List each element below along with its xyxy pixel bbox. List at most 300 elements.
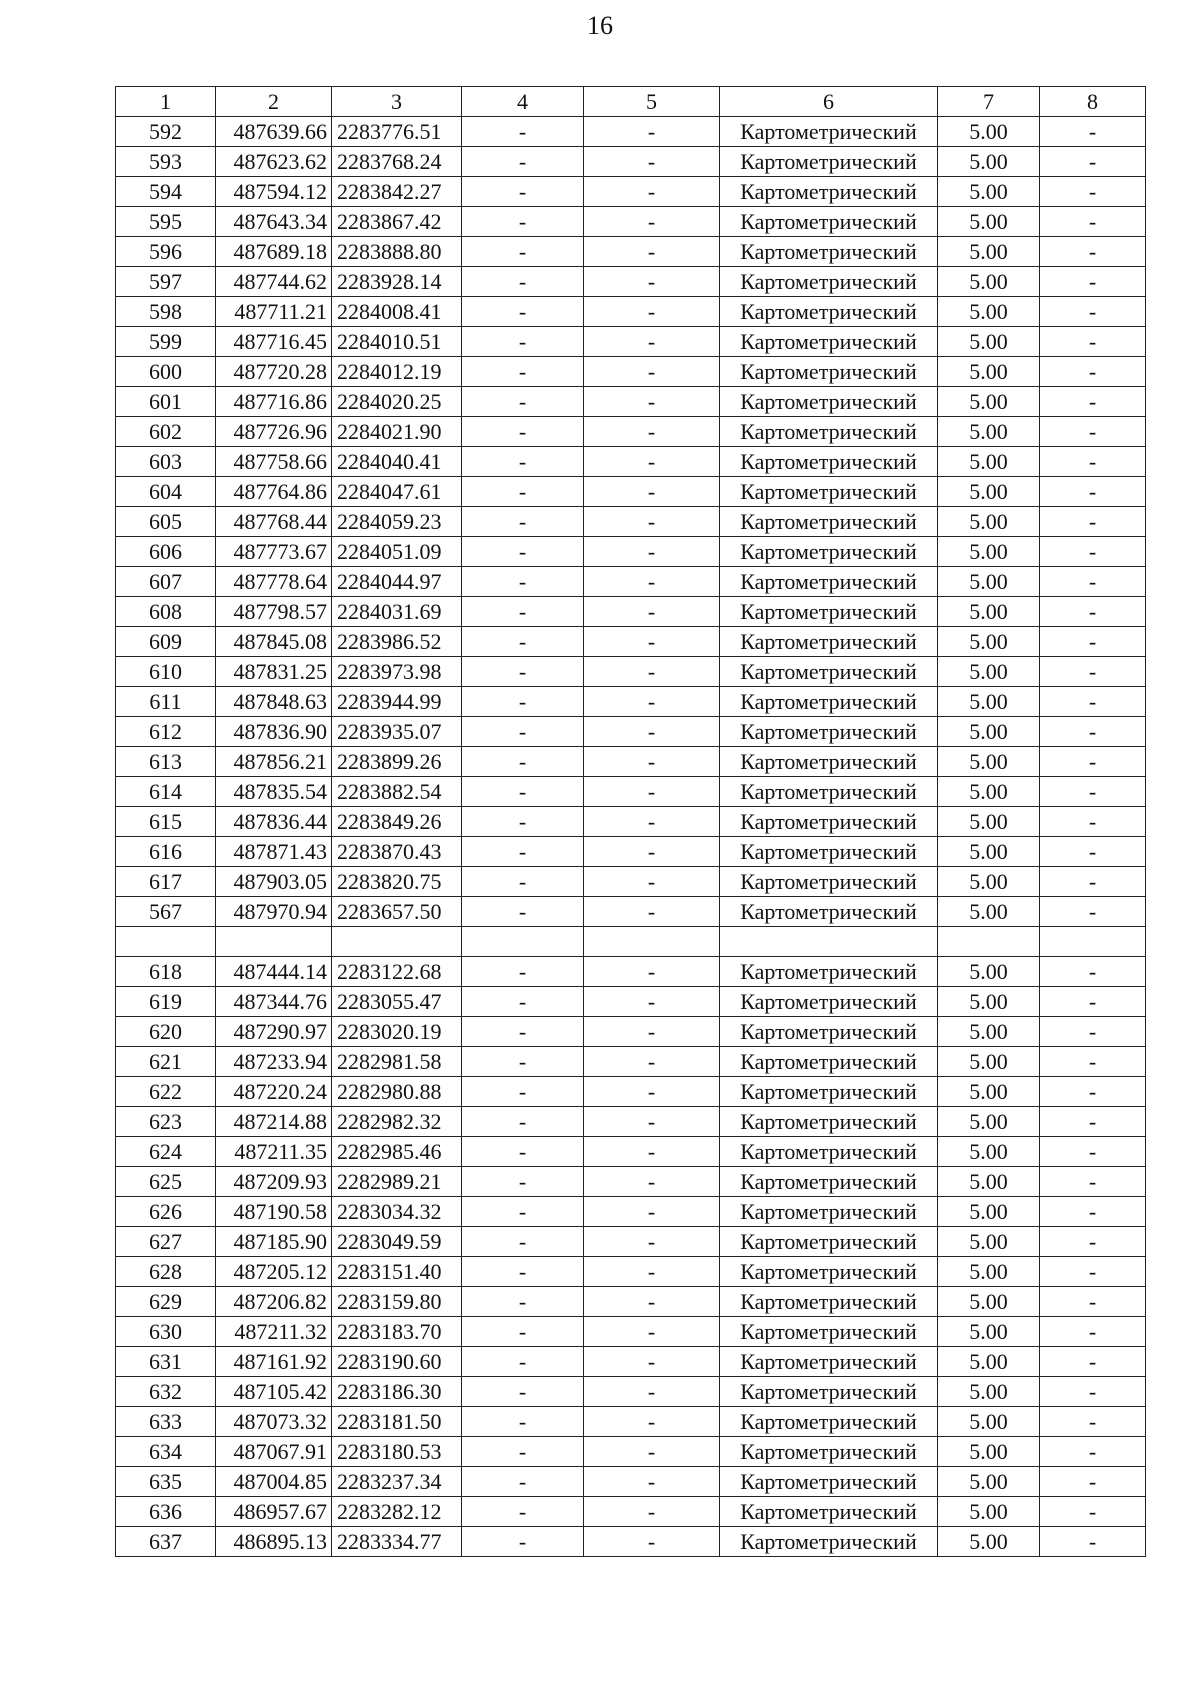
table-row (116, 357, 1146, 387)
col-8-cell: - (1040, 1167, 1146, 1197)
point-number-cell: 634 (116, 1437, 216, 1467)
coord-x-cell: 487768.44 (216, 507, 332, 537)
col-8-cell: - (1040, 1377, 1146, 1407)
method-cell: Картометрический (720, 1257, 938, 1287)
col-4-cell: - (462, 177, 584, 207)
col-4-cell: - (462, 657, 584, 687)
coord-x-cell: 487233.94 (216, 1047, 332, 1077)
col-8-cell: - (1040, 297, 1146, 327)
col-5-cell: - (584, 1347, 720, 1377)
col-5-cell: - (584, 417, 720, 447)
point-number-cell: 567 (116, 897, 216, 927)
col-4-cell: - (462, 537, 584, 567)
col-4-cell: - (462, 1377, 584, 1407)
coord-x-cell: 487214.88 (216, 1107, 332, 1137)
accuracy-cell: 5.00 (938, 417, 1040, 447)
accuracy-cell: 5.00 (938, 1047, 1040, 1077)
col-4-cell: - (462, 987, 584, 1017)
point-number-cell: 595 (116, 207, 216, 237)
method-cell: Картометрический (720, 1017, 938, 1047)
col-8-cell: - (1040, 987, 1146, 1017)
column-header-1: 1 (116, 87, 216, 117)
page-number: 16 (587, 11, 613, 40)
col-8-cell: - (1040, 1467, 1146, 1497)
method-cell: Картометрический (720, 387, 938, 417)
col-4-cell: - (462, 1167, 584, 1197)
coord-x-cell: 487220.24 (216, 1077, 332, 1107)
coord-y-cell: 2284010.51 (332, 327, 462, 357)
coord-x-cell: 487639.66 (216, 117, 332, 147)
coord-y-cell: 2284051.09 (332, 537, 462, 567)
method-cell: Картометрический (720, 1347, 938, 1377)
table-row (116, 1077, 1146, 1107)
coord-x-cell: 487836.44 (216, 807, 332, 837)
coord-y-cell (332, 927, 462, 957)
method-cell: Картометрический (720, 1437, 938, 1467)
coord-x-cell: 487773.67 (216, 537, 332, 567)
table-row (116, 417, 1146, 447)
coord-x-cell (216, 927, 332, 957)
accuracy-cell: 5.00 (938, 1257, 1040, 1287)
col-4-cell: - (462, 1437, 584, 1467)
col-5-cell: - (584, 1047, 720, 1077)
col-8-cell: - (1040, 1437, 1146, 1467)
col-8-cell: - (1040, 687, 1146, 717)
accuracy-cell: 5.00 (938, 237, 1040, 267)
accuracy-cell: 5.00 (938, 867, 1040, 897)
col-5-cell: - (584, 807, 720, 837)
coord-x-cell: 487067.91 (216, 1437, 332, 1467)
col-8-cell: - (1040, 897, 1146, 927)
accuracy-cell: 5.00 (938, 387, 1040, 417)
col-4-cell: - (462, 777, 584, 807)
method-cell: Картометрический (720, 477, 938, 507)
coord-y-cell: 2283928.14 (332, 267, 462, 297)
method-cell: Картометрический (720, 957, 938, 987)
table-row (116, 897, 1146, 927)
coord-y-cell: 2283181.50 (332, 1407, 462, 1437)
table-row (116, 597, 1146, 627)
coord-y-cell: 2283237.34 (332, 1467, 462, 1497)
accuracy-cell: 5.00 (938, 1167, 1040, 1197)
point-number-cell: 612 (116, 717, 216, 747)
coord-x-cell: 487970.94 (216, 897, 332, 927)
col-4-cell: - (462, 297, 584, 327)
coord-x-cell: 487004.85 (216, 1467, 332, 1497)
coord-y-cell: 2283334.77 (332, 1527, 462, 1557)
col-5-cell: - (584, 777, 720, 807)
col-8-cell: - (1040, 147, 1146, 177)
table-row (116, 1527, 1146, 1557)
point-number-cell: 629 (116, 1287, 216, 1317)
table-row (116, 1257, 1146, 1287)
table-row (116, 177, 1146, 207)
col-4-cell: - (462, 267, 584, 297)
accuracy-cell: 5.00 (938, 1437, 1040, 1467)
col-5-cell: - (584, 627, 720, 657)
col-4-cell: - (462, 1347, 584, 1377)
table-row (116, 1197, 1146, 1227)
table-row (116, 987, 1146, 1017)
coord-x-cell: 487185.90 (216, 1227, 332, 1257)
table-row (116, 297, 1146, 327)
col-5-cell: - (584, 507, 720, 537)
coord-x-cell: 487835.54 (216, 777, 332, 807)
col-8-cell: - (1040, 1017, 1146, 1047)
coord-x-cell: 487643.34 (216, 207, 332, 237)
col-5-cell: - (584, 177, 720, 207)
col-5-cell: - (584, 1437, 720, 1467)
accuracy-cell: 5.00 (938, 177, 1040, 207)
coord-x-cell: 487209.93 (216, 1167, 332, 1197)
point-number-cell: 610 (116, 657, 216, 687)
accuracy-cell: 5.00 (938, 1137, 1040, 1167)
coord-y-cell: 2283820.75 (332, 867, 462, 897)
table-row (116, 267, 1146, 297)
method-cell: Картометрический (720, 837, 938, 867)
point-number-cell: 630 (116, 1317, 216, 1347)
col-5-cell: - (584, 1197, 720, 1227)
point-number-cell: 602 (116, 417, 216, 447)
point-number-cell: 599 (116, 327, 216, 357)
col-8-cell: - (1040, 777, 1146, 807)
column-header-7: 7 (938, 87, 1040, 117)
coord-y-cell: 2284047.61 (332, 477, 462, 507)
point-number-cell: 607 (116, 567, 216, 597)
col-8-cell: - (1040, 507, 1146, 537)
col-4-cell: - (462, 1287, 584, 1317)
col-8-cell: - (1040, 1227, 1146, 1257)
table-row (116, 1467, 1146, 1497)
method-cell: Картометрический (720, 1377, 938, 1407)
point-number-cell: 621 (116, 1047, 216, 1077)
col-4-cell: - (462, 1467, 584, 1497)
col-8-cell: - (1040, 1527, 1146, 1557)
col-5-cell: - (584, 1167, 720, 1197)
coord-y-cell: 2283935.07 (332, 717, 462, 747)
point-number-cell: 615 (116, 807, 216, 837)
col-5-cell: - (584, 387, 720, 417)
table-row (116, 387, 1146, 417)
method-cell: Картометрический (720, 1077, 938, 1107)
col-4-cell: - (462, 1107, 584, 1137)
accuracy-cell: 5.00 (938, 657, 1040, 687)
coord-x-cell: 487716.86 (216, 387, 332, 417)
point-number-cell: 631 (116, 1347, 216, 1377)
col-8-cell: - (1040, 177, 1146, 207)
col-8-cell: - (1040, 477, 1146, 507)
coord-y-cell: 2283183.70 (332, 1317, 462, 1347)
col-5-cell: - (584, 117, 720, 147)
col-5-cell: - (584, 1077, 720, 1107)
point-number-cell: 601 (116, 387, 216, 417)
table-row (116, 657, 1146, 687)
coord-x-cell: 487778.64 (216, 567, 332, 597)
col-8-cell: - (1040, 1287, 1146, 1317)
coord-x-cell: 487623.62 (216, 147, 332, 177)
coord-y-cell: 2283186.30 (332, 1377, 462, 1407)
method-cell: Картометрический (720, 207, 938, 237)
accuracy-cell: 5.00 (938, 1077, 1040, 1107)
col-4-cell: - (462, 1017, 584, 1047)
coord-x-cell: 487344.76 (216, 987, 332, 1017)
point-number-cell: 606 (116, 537, 216, 567)
coord-x-cell: 487856.21 (216, 747, 332, 777)
coord-x-cell: 487211.35 (216, 1137, 332, 1167)
table-row (116, 117, 1146, 147)
coord-y-cell: 2282981.58 (332, 1047, 462, 1077)
coord-y-cell: 2283657.50 (332, 897, 462, 927)
coord-x-cell: 487903.05 (216, 867, 332, 897)
coord-x-cell: 487726.96 (216, 417, 332, 447)
col-4-cell: - (462, 687, 584, 717)
method-cell: Картометрический (720, 177, 938, 207)
method-cell: Картометрический (720, 657, 938, 687)
point-number-cell: 614 (116, 777, 216, 807)
col-5-cell: - (584, 597, 720, 627)
col-5-cell: - (584, 567, 720, 597)
method-cell: Картометрический (720, 507, 938, 537)
coord-y-cell: 2283159.80 (332, 1287, 462, 1317)
point-number-cell: 632 (116, 1377, 216, 1407)
col-8-cell: - (1040, 1497, 1146, 1527)
method-cell: Картометрический (720, 627, 938, 657)
col-8-cell: - (1040, 447, 1146, 477)
point-number-cell: 624 (116, 1137, 216, 1167)
point-number-cell: 625 (116, 1167, 216, 1197)
accuracy-cell: 5.00 (938, 147, 1040, 177)
col-4-cell: - (462, 1257, 584, 1287)
col-5-cell: - (584, 957, 720, 987)
table-row (116, 867, 1146, 897)
col-5-cell: - (584, 537, 720, 567)
coord-y-cell: 2283986.52 (332, 627, 462, 657)
coord-y-cell: 2283122.68 (332, 957, 462, 987)
col-4-cell: - (462, 1077, 584, 1107)
coord-x-cell: 487744.62 (216, 267, 332, 297)
accuracy-cell: 5.00 (938, 567, 1040, 597)
method-cell: Картометрический (720, 687, 938, 717)
coord-y-cell: 2283190.60 (332, 1347, 462, 1377)
method-cell: Картометрический (720, 1467, 938, 1497)
accuracy-cell: 5.00 (938, 627, 1040, 657)
col-4-cell: - (462, 837, 584, 867)
col-5-cell: - (584, 207, 720, 237)
col-8-cell (1040, 927, 1146, 957)
table-row (116, 147, 1146, 177)
accuracy-cell: 5.00 (938, 747, 1040, 777)
point-number-cell: 637 (116, 1527, 216, 1557)
coord-y-cell: 2283842.27 (332, 177, 462, 207)
col-8-cell: - (1040, 1317, 1146, 1347)
coord-y-cell: 2283882.54 (332, 777, 462, 807)
point-number-cell: 598 (116, 297, 216, 327)
accuracy-cell: 5.00 (938, 837, 1040, 867)
accuracy-cell: 5.00 (938, 507, 1040, 537)
accuracy-cell: 5.00 (938, 807, 1040, 837)
method-cell: Картометрический (720, 1137, 938, 1167)
table-row (116, 957, 1146, 987)
method-cell: Картометрический (720, 1107, 938, 1137)
col-5-cell: - (584, 237, 720, 267)
table-row (116, 1407, 1146, 1437)
col-5-cell: - (584, 1527, 720, 1557)
accuracy-cell: 5.00 (938, 267, 1040, 297)
col-8-cell: - (1040, 837, 1146, 867)
table-row (116, 1017, 1146, 1047)
method-cell: Картометрический (720, 987, 938, 1017)
point-number-cell (116, 927, 216, 957)
table-row (116, 477, 1146, 507)
col-5-cell: - (584, 1497, 720, 1527)
point-number-cell: 635 (116, 1467, 216, 1497)
column-header-6: 6 (720, 87, 938, 117)
col-5-cell: - (584, 1467, 720, 1497)
accuracy-cell: 5.00 (938, 597, 1040, 627)
accuracy-cell: 5.00 (938, 1317, 1040, 1347)
column-header-4: 4 (462, 87, 584, 117)
accuracy-cell: 5.00 (938, 1497, 1040, 1527)
method-cell: Картометрический (720, 867, 938, 897)
col-8-cell: - (1040, 267, 1146, 297)
col-4-cell: - (462, 627, 584, 657)
point-number-cell: 603 (116, 447, 216, 477)
col-4-cell: - (462, 867, 584, 897)
coord-y-cell: 2283867.42 (332, 207, 462, 237)
coord-y-cell: 2282980.88 (332, 1077, 462, 1107)
col-4-cell: - (462, 1317, 584, 1347)
method-cell: Картометрический (720, 417, 938, 447)
col-4-cell: - (462, 237, 584, 267)
table-row (116, 207, 1146, 237)
coord-x-cell: 487798.57 (216, 597, 332, 627)
col-4-cell: - (462, 1527, 584, 1557)
col-8-cell: - (1040, 957, 1146, 987)
accuracy-cell: 5.00 (938, 357, 1040, 387)
col-8-cell: - (1040, 597, 1146, 627)
coord-x-cell: 487720.28 (216, 357, 332, 387)
table-row (116, 1227, 1146, 1257)
col-5-cell: - (584, 1287, 720, 1317)
coord-y-cell: 2283888.80 (332, 237, 462, 267)
col-5-cell: - (584, 477, 720, 507)
method-cell: Картометрический (720, 237, 938, 267)
col-5-cell: - (584, 1227, 720, 1257)
coord-y-cell: 2283899.26 (332, 747, 462, 777)
accuracy-cell: 5.00 (938, 117, 1040, 147)
col-5-cell: - (584, 1137, 720, 1167)
point-number-cell: 636 (116, 1497, 216, 1527)
coord-x-cell: 487716.45 (216, 327, 332, 357)
col-5-cell: - (584, 747, 720, 777)
coord-y-cell: 2283282.12 (332, 1497, 462, 1527)
coord-x-cell: 487764.86 (216, 477, 332, 507)
method-cell: Картометрический (720, 357, 938, 387)
method-cell: Картометрический (720, 567, 938, 597)
method-cell: Картометрический (720, 717, 938, 747)
coord-x-cell: 487073.32 (216, 1407, 332, 1437)
coord-x-cell: 487161.92 (216, 1347, 332, 1377)
col-8-cell: - (1040, 567, 1146, 597)
col-5-cell: - (584, 267, 720, 297)
col-8-cell: - (1040, 1257, 1146, 1287)
coord-y-cell: 2283768.24 (332, 147, 462, 177)
point-number-cell: 628 (116, 1257, 216, 1287)
method-cell: Картометрический (720, 807, 938, 837)
accuracy-cell: 5.00 (938, 1347, 1040, 1377)
accuracy-cell: 5.00 (938, 1467, 1040, 1497)
coord-y-cell: 2283020.19 (332, 1017, 462, 1047)
accuracy-cell: 5.00 (938, 897, 1040, 927)
col-5-cell: - (584, 1107, 720, 1137)
table-header-row (116, 87, 1146, 117)
point-number-cell: 593 (116, 147, 216, 177)
accuracy-cell: 5.00 (938, 1197, 1040, 1227)
method-cell: Картометрический (720, 117, 938, 147)
table-row (116, 1437, 1146, 1467)
col-5-cell: - (584, 657, 720, 687)
accuracy-cell: 5.00 (938, 1017, 1040, 1047)
table-row (116, 687, 1146, 717)
method-cell: Картометрический (720, 1497, 938, 1527)
table-row (116, 537, 1146, 567)
col-5-cell (584, 927, 720, 957)
point-number-cell: 600 (116, 357, 216, 387)
col-4-cell: - (462, 117, 584, 147)
accuracy-cell: 5.00 (938, 1287, 1040, 1317)
point-number-cell: 609 (116, 627, 216, 657)
point-number-cell: 616 (116, 837, 216, 867)
point-number-cell: 627 (116, 1227, 216, 1257)
table-body (116, 117, 1146, 1557)
coord-y-cell: 2284020.25 (332, 387, 462, 417)
table-row (116, 1287, 1146, 1317)
col-8-cell: - (1040, 207, 1146, 237)
coord-y-cell: 2283944.99 (332, 687, 462, 717)
col-5-cell: - (584, 1377, 720, 1407)
point-number-cell: 592 (116, 117, 216, 147)
accuracy-cell: 5.00 (938, 1527, 1040, 1557)
col-5-cell: - (584, 357, 720, 387)
method-cell: Картометрический (720, 1287, 938, 1317)
coord-y-cell: 2284012.19 (332, 357, 462, 387)
table-row (116, 1137, 1146, 1167)
table-row (116, 1347, 1146, 1377)
accuracy-cell: 5.00 (938, 777, 1040, 807)
column-header-8: 8 (1040, 87, 1146, 117)
method-cell: Картометрический (720, 1197, 938, 1227)
point-number-cell: 611 (116, 687, 216, 717)
col-5-cell: - (584, 1407, 720, 1437)
col-4-cell: - (462, 1137, 584, 1167)
coord-y-cell: 2284008.41 (332, 297, 462, 327)
col-4-cell: - (462, 1497, 584, 1527)
method-cell: Картометрический (720, 1407, 938, 1437)
col-8-cell: - (1040, 1197, 1146, 1227)
coord-y-cell: 2283973.98 (332, 657, 462, 687)
point-number-cell: 619 (116, 987, 216, 1017)
method-cell: Картометрический (720, 1527, 938, 1557)
accuracy-cell: 5.00 (938, 297, 1040, 327)
column-header-5: 5 (584, 87, 720, 117)
col-5-cell: - (584, 717, 720, 747)
col-5-cell: - (584, 687, 720, 717)
col-4-cell: - (462, 597, 584, 627)
coord-x-cell: 487594.12 (216, 177, 332, 207)
col-4-cell: - (462, 447, 584, 477)
table-row (116, 1047, 1146, 1077)
col-8-cell: - (1040, 117, 1146, 147)
